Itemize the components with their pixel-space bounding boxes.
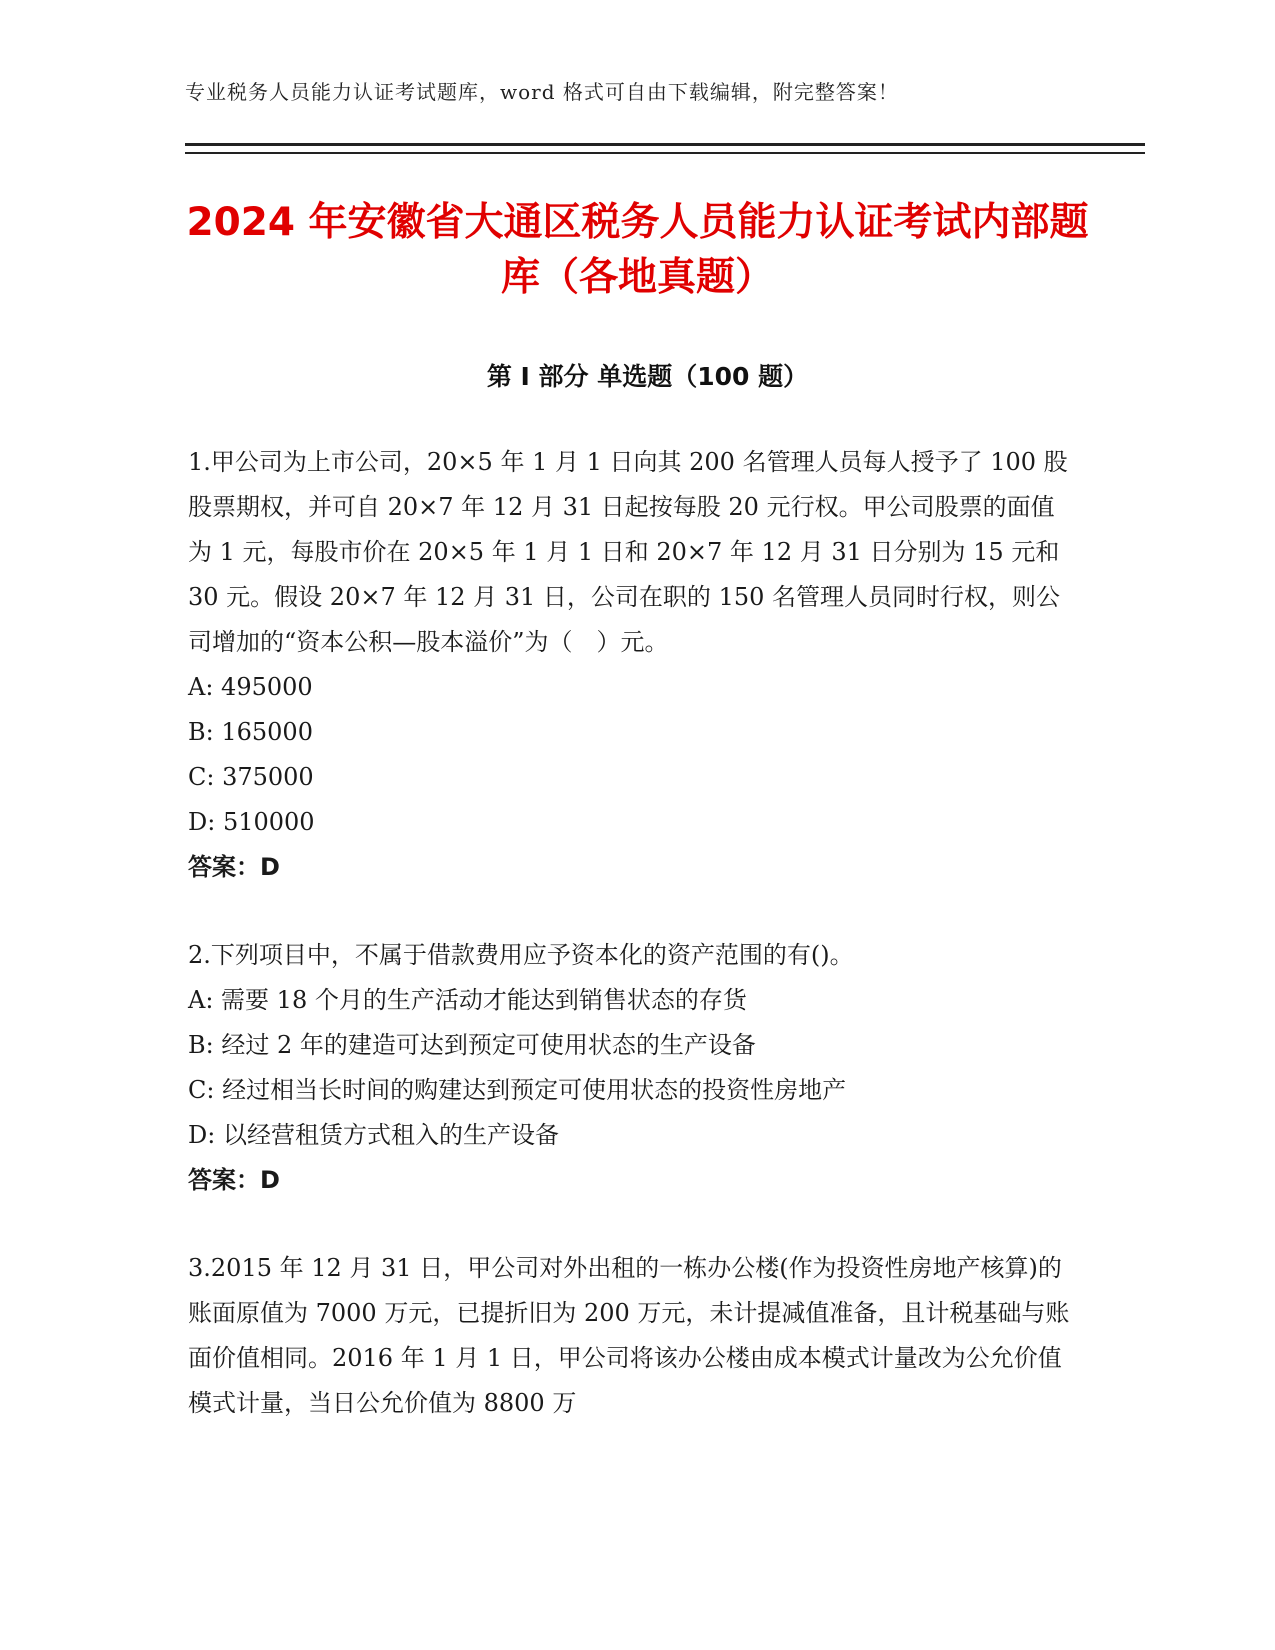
option-b: B: 165000	[188, 718, 313, 746]
question-stem: 3.2015 年 12 月 31 日，甲公司对外出租的一栋办公楼(作为投资性房地产核算)的账面原值为 7000 万元，已提折旧为 200 万元，未计提减值准备，且计税基础与账面价值相同。2016 年 1 月 1 日，甲公司将该办公楼由成本模式计量改为公允价值模式计量，当日公允价值为 8800 万	[188, 1254, 1070, 1417]
option-a: A: 需要 18 个月的生产活动才能达到销售状态的存货	[188, 986, 747, 1014]
question-stem: 2.下列项目中，不属于借款费用应予资本化的资产范围的有()。	[188, 941, 854, 969]
option-b: B: 经过 2 年的建造可达到预定可使用状态的生产设备	[188, 1031, 756, 1059]
option-a: A: 495000	[188, 673, 313, 701]
question-3	[188, 1246, 1078, 1426]
option-d: D: 以经营租赁方式租入的生产设备	[188, 1121, 559, 1149]
question-stem: 1.甲公司为上市公司，20×5 年 1 月 1 日向其 200 名管理人员每人授予了 100 股股票期权，并可自 20×7 年 12 月 31 日起按每股 20 元行权。甲公司股票的面值为 1 元，每股市价在 20×5 年 1 月 1 日和 20×7 年 12 月 31 日分别为 15 元和 30 元。假设 20×7 年 12 月 31 日，公司在职的 150 名管理人员同时行权，则公司增加的“资本公积—股本溢价”为（ ）元。	[188, 448, 1068, 656]
document-title: 2024 年安徽省大通区税务人员能力认证考试内部题库（各地真题）	[186, 200, 1089, 300]
answer-line: 答案：D	[188, 1166, 280, 1194]
question-2	[188, 933, 1078, 1203]
header-note: 专业税务人员能力认证考试题库，word 格式可自由下载编辑，附完整答案！	[185, 80, 899, 104]
answer-line: 答案：D	[188, 853, 280, 881]
option-c: C: 375000	[188, 763, 314, 791]
header-rule-thick	[185, 143, 1145, 146]
question-list	[188, 440, 1078, 1469]
question-1	[188, 440, 1078, 890]
option-d: D: 510000	[188, 808, 315, 836]
option-c: C: 经过相当长时间的购建达到预定可使用状态的投资性房地产	[188, 1076, 847, 1104]
header-rule-thin	[185, 152, 1145, 154]
section-heading: 第 I 部分 单选题（100 题）	[486, 362, 809, 391]
